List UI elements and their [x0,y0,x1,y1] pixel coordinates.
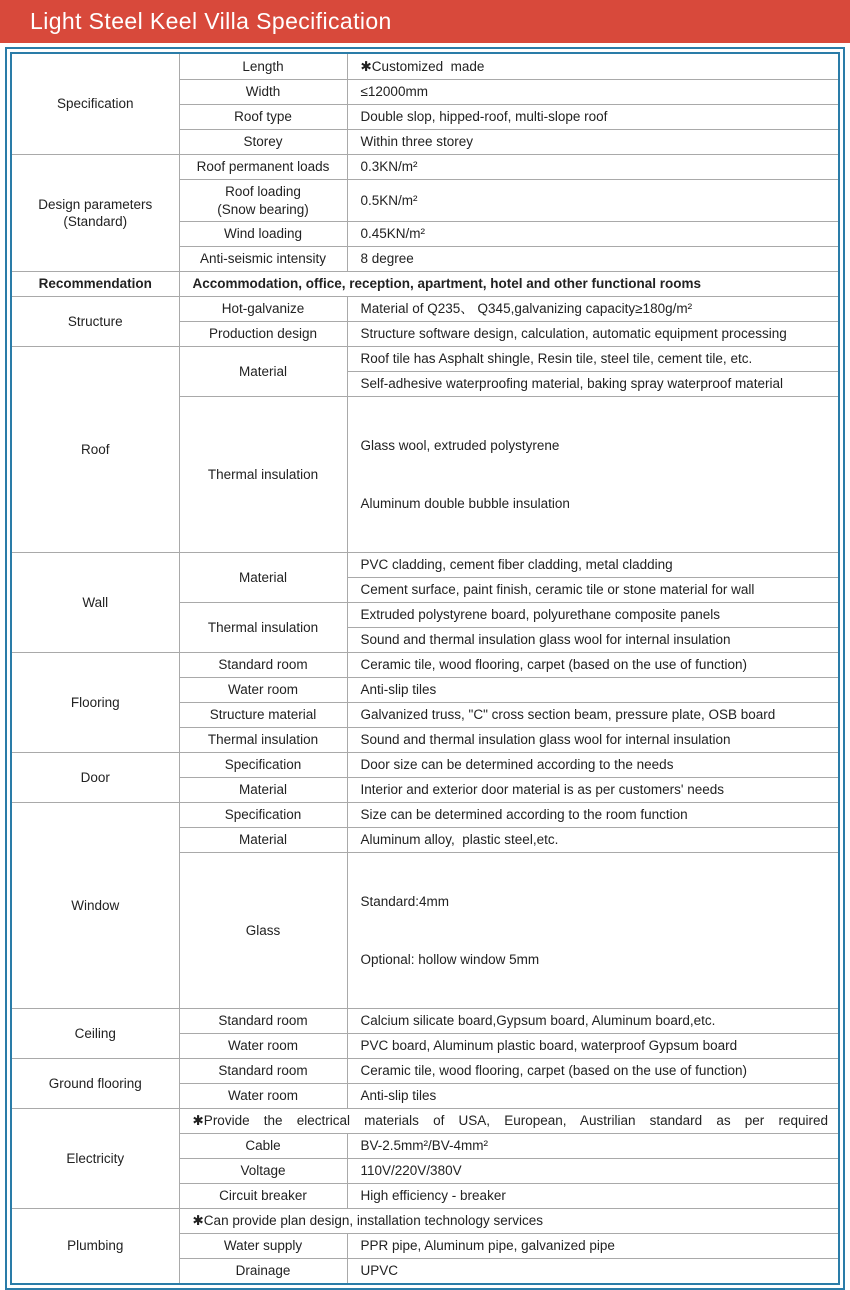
category-cell-door: Door [12,752,179,802]
category-cell-recommendation: Recommendation [12,271,179,296]
table-row [12,802,838,827]
category-cell-roof: Roof [12,346,179,552]
label-cell: Circuit breaker [179,1183,347,1208]
value-cell: 110V/220V/380V [347,1158,838,1183]
value-cell: Cement surface, paint finish, ceramic tile or stone material for wall [347,577,838,602]
table-row [12,271,838,296]
value-cell: 0.45KN/m² [347,221,838,246]
table-row [12,346,838,371]
category-cell-design-parameters: Design parameters (Standard) [12,154,179,271]
table-row [12,1108,838,1133]
category-cell-window: Window [12,802,179,1008]
value-cell: Self-adhesive waterproofing material, baking spray waterproof material [347,371,838,396]
label-cell: Length [179,54,347,79]
value-cell: Aluminum alloy, plastic steel,etc. [347,827,838,852]
label-line: Roof loading [225,183,301,199]
value-cell: Roof tile has Asphalt shingle, Resin tile, steel tile, cement tile, etc. [347,346,838,371]
value-line: Aluminum double bubble insulation [360,495,570,511]
value-cell: 0.5KN/m² [347,179,838,221]
label-cell: Voltage [179,1158,347,1183]
value-cell: Structure software design, calculation, automatic equipment processing [347,321,838,346]
table-inner-frame [10,52,840,1285]
value-cell: 0.3KN/m² [347,154,838,179]
value-cell: Ceramic tile, wood flooring, carpet (based on the use of function) [347,652,838,677]
value-cell: Anti-slip tiles [347,1083,838,1108]
table-row [12,652,838,677]
value-cell: Sound and thermal insulation glass wool for internal insulation [347,727,838,752]
category-cell-ground-flooring: Ground flooring [12,1058,179,1108]
category-cell-flooring: Flooring [12,652,179,752]
table-row [12,54,838,79]
value-cell: Material of Q235、 Q345,galvanizing capacity≥180g/m² [347,296,838,321]
value-cell: Anti-slip tiles [347,677,838,702]
label-cell: Material [179,552,347,602]
label-cell: Thermal insulation [179,727,347,752]
value-cell: Within three storey [347,129,838,154]
label-cell: Production design [179,321,347,346]
label-cell: Material [179,346,347,396]
spec-table [12,54,838,1283]
value-cell: Sound and thermal insulation glass wool for internal insulation [347,627,838,652]
value-cell: PVC board, Aluminum plastic board, waterproof Gypsum board [347,1033,838,1058]
value-cell: Double slop, hipped-roof, multi-slope roof [347,104,838,129]
label-cell: Material [179,777,347,802]
value-line: Standard:4mm [360,893,450,909]
label-cell: Anti-seismic intensity [179,246,347,271]
label-cell: Storey [179,129,347,154]
value-cell: Galvanized truss, "C" cross section beam, pressure plate, OSB board [347,702,838,727]
table-outer-frame [5,47,845,1290]
value-cell: PPR pipe, Aluminum pipe, galvanized pipe [347,1233,838,1258]
label-cell: Specification [179,752,347,777]
recommendation-note-cell: Accommodation, office, reception, apartment, hotel and other functional rooms [179,271,838,296]
label-cell: Cable [179,1133,347,1158]
label-cell: Water room [179,677,347,702]
label-cell: Thermal insulation [179,396,347,552]
table-row [12,154,838,179]
label-cell: Water room [179,1083,347,1108]
category-cell-structure: Structure [12,296,179,346]
table-row [12,752,838,777]
category-cell-plumbing: Plumbing [12,1208,179,1283]
label-cell: Glass [179,852,347,1008]
value-cell [347,396,838,552]
label-cell: Water room [179,1033,347,1058]
value-cell: Door size can be determined according to the needs [347,752,838,777]
electricity-note-cell: ✱Provide the electrical materials of USA, European, Austrilian standard as per required [179,1108,838,1133]
value-cell: Extruded polystyrene board, polyurethane composite panels [347,602,838,627]
value-cell: ✱Customized made [347,54,838,79]
value-line: Optional: hollow window 5mm [360,951,540,967]
value-cell: UPVC [347,1258,838,1283]
table-row [12,1008,838,1033]
plumbing-note-cell: ✱Can provide plan design, installation technology services [179,1208,838,1233]
label-cell: Roof permanent loads [179,154,347,179]
category-cell-ceiling: Ceiling [12,1008,179,1058]
value-cell: Calcium silicate board,Gypsum board, Aluminum board,etc. [347,1008,838,1033]
label-cell: Width [179,79,347,104]
value-cell: 8 degree [347,246,838,271]
category-cell-specification: Specification [12,54,179,154]
value-cell: ≤12000mm [347,79,838,104]
value-cell: Size can be determined according to the room function [347,802,838,827]
label-cell: Thermal insulation [179,602,347,652]
label-cell: Wind loading [179,221,347,246]
label-cell: Specification [179,802,347,827]
value-cell: Interior and exterior door material is as per customers' needs [347,777,838,802]
page-header [0,0,850,43]
category-cell-electricity: Electricity [12,1108,179,1208]
page-title: Light Steel Keel Villa Specification [30,8,392,34]
table-row [12,552,838,577]
value-cell: High efficiency - breaker [347,1183,838,1208]
label-cell: Roof type [179,104,347,129]
label-cell [179,179,347,221]
label-cell: Water supply [179,1233,347,1258]
value-cell [347,852,838,1008]
table-row [12,296,838,321]
label-cell: Standard room [179,652,347,677]
label-cell: Hot-galvanize [179,296,347,321]
value-cell: PVC cladding, cement fiber cladding, metal cladding [347,552,838,577]
label-line: (Snow bearing) [217,201,309,217]
label-cell: Standard room [179,1008,347,1033]
table-row [12,1058,838,1083]
label-cell: Material [179,827,347,852]
value-line: Glass wool, extruded polystyrene [360,437,560,453]
category-cell-wall: Wall [12,552,179,652]
value-cell: Ceramic tile, wood flooring, carpet (based on the use of function) [347,1058,838,1083]
label-cell: Standard room [179,1058,347,1083]
label-cell: Structure material [179,702,347,727]
table-row [12,1208,838,1233]
label-cell: Drainage [179,1258,347,1283]
value-cell: BV-2.5mm²/BV-4mm² [347,1133,838,1158]
